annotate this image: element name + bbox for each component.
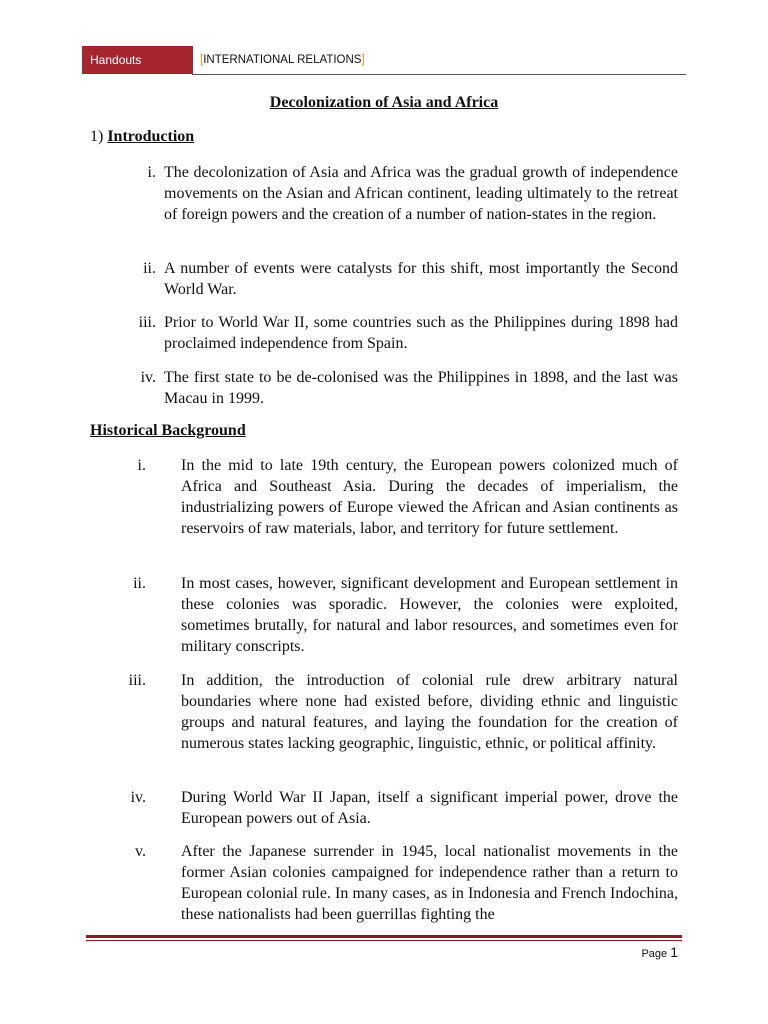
- page-number-value: 1: [670, 944, 678, 960]
- background-item-2: In most cases, however, significant development and European settlement in these colonies was sporadic. However, the colonies were exploited, sometimes brutally, for natural and labor resources, and sometimes even for military conscripts.: [181, 575, 678, 655]
- footer-rule-thin: [86, 940, 682, 941]
- intro-number: 1): [90, 128, 104, 145]
- background-marker-3: iii.: [128, 672, 146, 689]
- page-number: [641, 944, 678, 960]
- intro-heading-text: Introduction: [107, 128, 195, 145]
- footer-rule-thick: [86, 935, 682, 938]
- document-title: Decolonization of Asia and Africa: [269, 94, 499, 111]
- background-heading-text: Historical Background: [90, 422, 246, 439]
- intro-item-2: A number of events were catalysts for this shift, most importantly the Second World War.: [164, 260, 678, 298]
- background-item-3: In addition, the introduction of colonial rule drew arbitrary natural boundaries where none had existed before, dividing ethnic and linguistic groups and natural features, and laying the foundation for the creation of numerous states lacking geographic, linguistic, ethnic, or political affinity.: [181, 672, 678, 752]
- background-heading: [90, 422, 246, 440]
- header-title-text: INTERNATIONAL RELATIONS: [203, 54, 362, 66]
- intro-marker-1: i.: [147, 164, 156, 181]
- background-marker-1: i.: [137, 457, 146, 474]
- header-tab: Handouts: [82, 46, 193, 74]
- header-bracket-close: ]: [361, 54, 365, 66]
- intro-item-4: The first state to be de-colonised was the Philippines in 1898, and the last was Macau in 1999.: [164, 369, 678, 407]
- intro-marker-4: iv.: [140, 369, 156, 386]
- page-header: [82, 46, 686, 76]
- background-marker-5: v.: [135, 843, 146, 860]
- intro-item-3: Prior to World War II, some countries such as the Philippines during 1898 had proclaimed independence from Spain.: [164, 314, 678, 352]
- background-item-5: After the Japanese surrender in 1945, local nationalist movements in the former Asian colonies campaigned for independence rather than a return to European colonial rule. In many cases, as in Indonesia and French Indochina, these nationalists had been guerrillas fighting the: [181, 843, 678, 923]
- header-title: [200, 46, 365, 74]
- intro-marker-3: iii.: [138, 314, 156, 331]
- intro-heading: [90, 128, 194, 146]
- background-marker-4: iv.: [130, 789, 146, 806]
- intro-marker-2: ii.: [143, 260, 156, 277]
- page-label: Page: [641, 948, 668, 960]
- background-marker-2: ii.: [133, 575, 146, 592]
- header-bracket-open: [: [200, 54, 204, 66]
- intro-item-1: The decolonization of Asia and Africa was the gradual growth of independence movements on the Asian and African continent, leading ultimately to the retreat of foreign powers and the creation of a number of nation-states in the region.: [164, 164, 678, 223]
- background-item-1: In the mid to late 19th century, the European powers colonized much of Africa and Southeast Asia. During the decades of imperialism, the industrializing powers of Europe viewed the African and Asian continents as reservoirs of raw materials, labor, and territory for future settlement.: [181, 457, 678, 537]
- background-item-4: During World War II Japan, itself a significant imperial power, drove the European powers out of Asia.: [181, 789, 678, 827]
- header-rule: [192, 74, 686, 75]
